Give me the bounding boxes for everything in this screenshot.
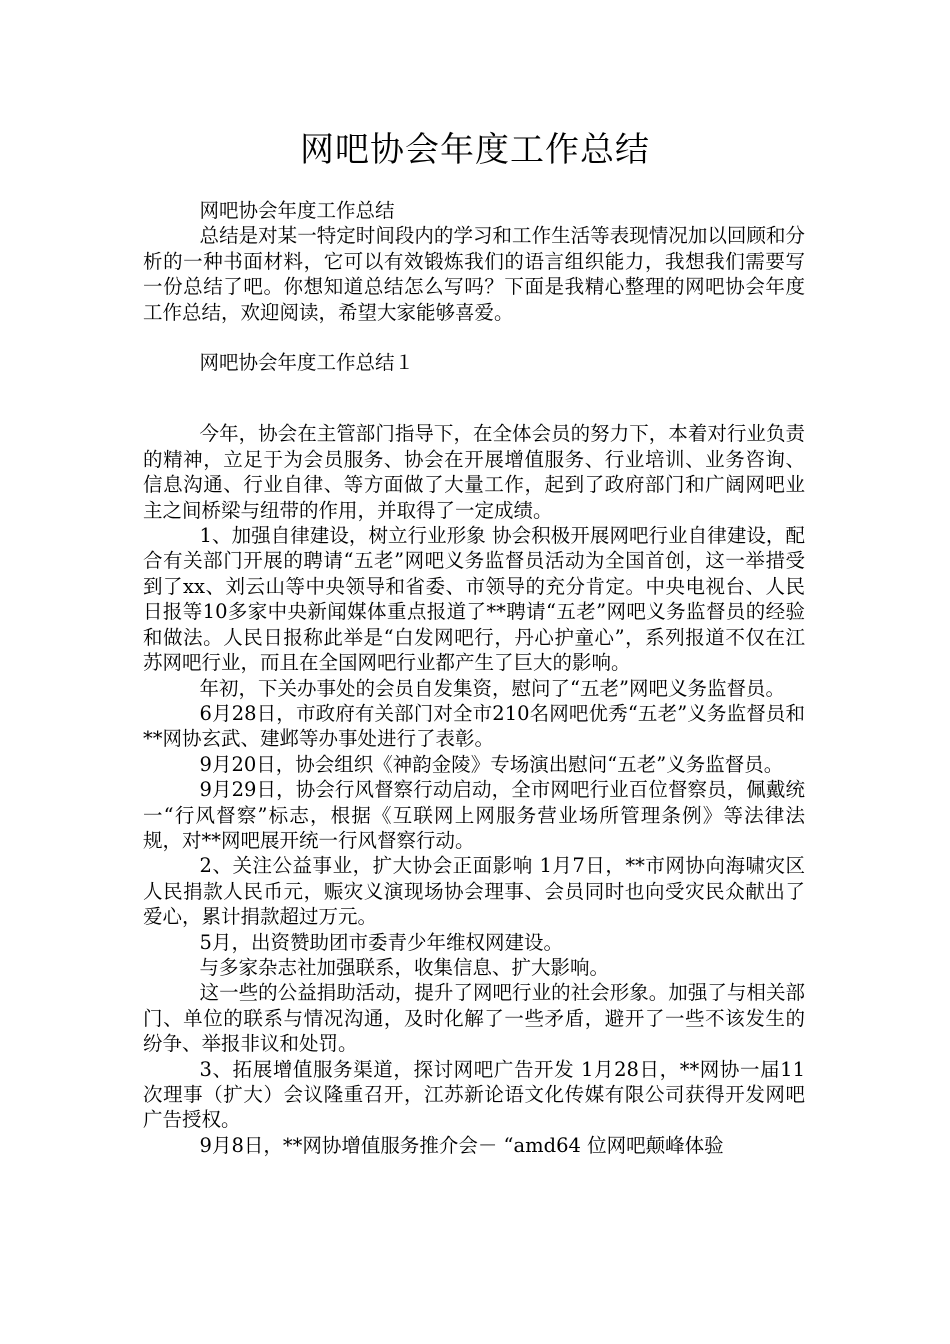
intro-paragraph: 总结是对某一特定时间段内的学习和工作生活等表现情况加以回顾和分析的一种书面材料，它可以有效锻炼我们的语言组织能力，我想我们需要写一份总结了吧。你想知道总结怎么写吗？下面是我精心整理的网吧协会年度工作总结，欢迎阅读，希望大家能够喜爱。 bbox=[143, 224, 805, 324]
body-paragraph: 与多家杂志社加强联系，收集信息、扩大影响。 bbox=[199, 955, 610, 979]
body-paragraph: 1、加强自律建设，树立行业形象 协会积极开展网吧行业自律建设，配合有关部门开展的聘请“五老”网吧义务监督员活动为全国首创，这一举措受到了xx、刘云山等中央领导和省委、市领导的充分肯定。中央电视台、人民日报等10多家中央新闻媒体重点报道了**聘请“五老”网吧义务监督员的经验和做法。人民日报称此举是“白发网吧行，丹心护童心”，系列报道不仅在江苏网吧行业，而且在全国网吧行业都产生了巨大的影响。 bbox=[143, 524, 805, 675]
body-paragraph: 3、拓展增值服务渠道，探讨网吧广告开发 1月28日，**网协一届11次理事（扩大）会议隆重召开，江苏新论语文化传媒有限公司获得开发网吧广告授权。 bbox=[143, 1057, 805, 1132]
document-title: 网吧协会年度工作总结 bbox=[300, 130, 650, 170]
body-paragraph: 今年，协会在主管部门指导下，在全体会员的努力下，本着对行业负责的精神，立足于为会员服务、协会在开展增值服务、行业培训、业务咨询、信息沟通、行业自律、等方面做了大量工作，起到了政府部门和广阔网吧业主之间桥梁与纽带的作用，并取得了一定成绩。 bbox=[143, 422, 805, 522]
body-paragraph: 6月28日，市政府有关部门对全市210名网吧优秀“五老”义务监督员和**网协玄武、建邺等办事处进行了表彰。 bbox=[143, 701, 805, 751]
body-paragraph: 9月8日，**网协增值服务推介会－ “amd64 位网吧颠峰体验 bbox=[199, 1133, 724, 1157]
body-paragraph: 9月20日，协会组织《神韵金陵》专场演出慰问“五老”义务监督员。 bbox=[199, 752, 784, 776]
body-paragraph: 年初，下关办事处的会员自发集资，慰问了“五老”网吧义务监督员。 bbox=[199, 676, 785, 700]
subtitle-paragraph: 网吧协会年度工作总结 bbox=[199, 199, 395, 222]
section-heading: 网吧协会年度工作总结１ bbox=[199, 351, 415, 375]
document-body bbox=[143, 198, 805, 1158]
body-paragraph: 这一些的公益捐助活动，提升了网吧行业的社会形象。加强了与相关部门、单位的联系与情况沟通，及时化解了一些矛盾，避开了一些不该发生的纷争、举报非议和处罚。 bbox=[143, 981, 805, 1056]
body-paragraph: 5月，出资赞助团市委青少年维权网建设。 bbox=[199, 930, 563, 954]
body-paragraph: 9月29日，协会行风督察行动启动，全市网吧行业百位督察员，佩戴统一“行风督察”标志，根据《互联网上网服务营业场所管理条例》等法律法规，对**网吧展开统一行风督察行动。 bbox=[143, 778, 805, 852]
body-paragraph: 2、关注公益事业，扩大协会正面影响 1月7日，**市网协向海啸灾区人民捐款人民币元，赈灾义演现场协会理事、会员同时也向受灾民众献出了爱心，累计捐款超过万元。 bbox=[143, 854, 805, 929]
